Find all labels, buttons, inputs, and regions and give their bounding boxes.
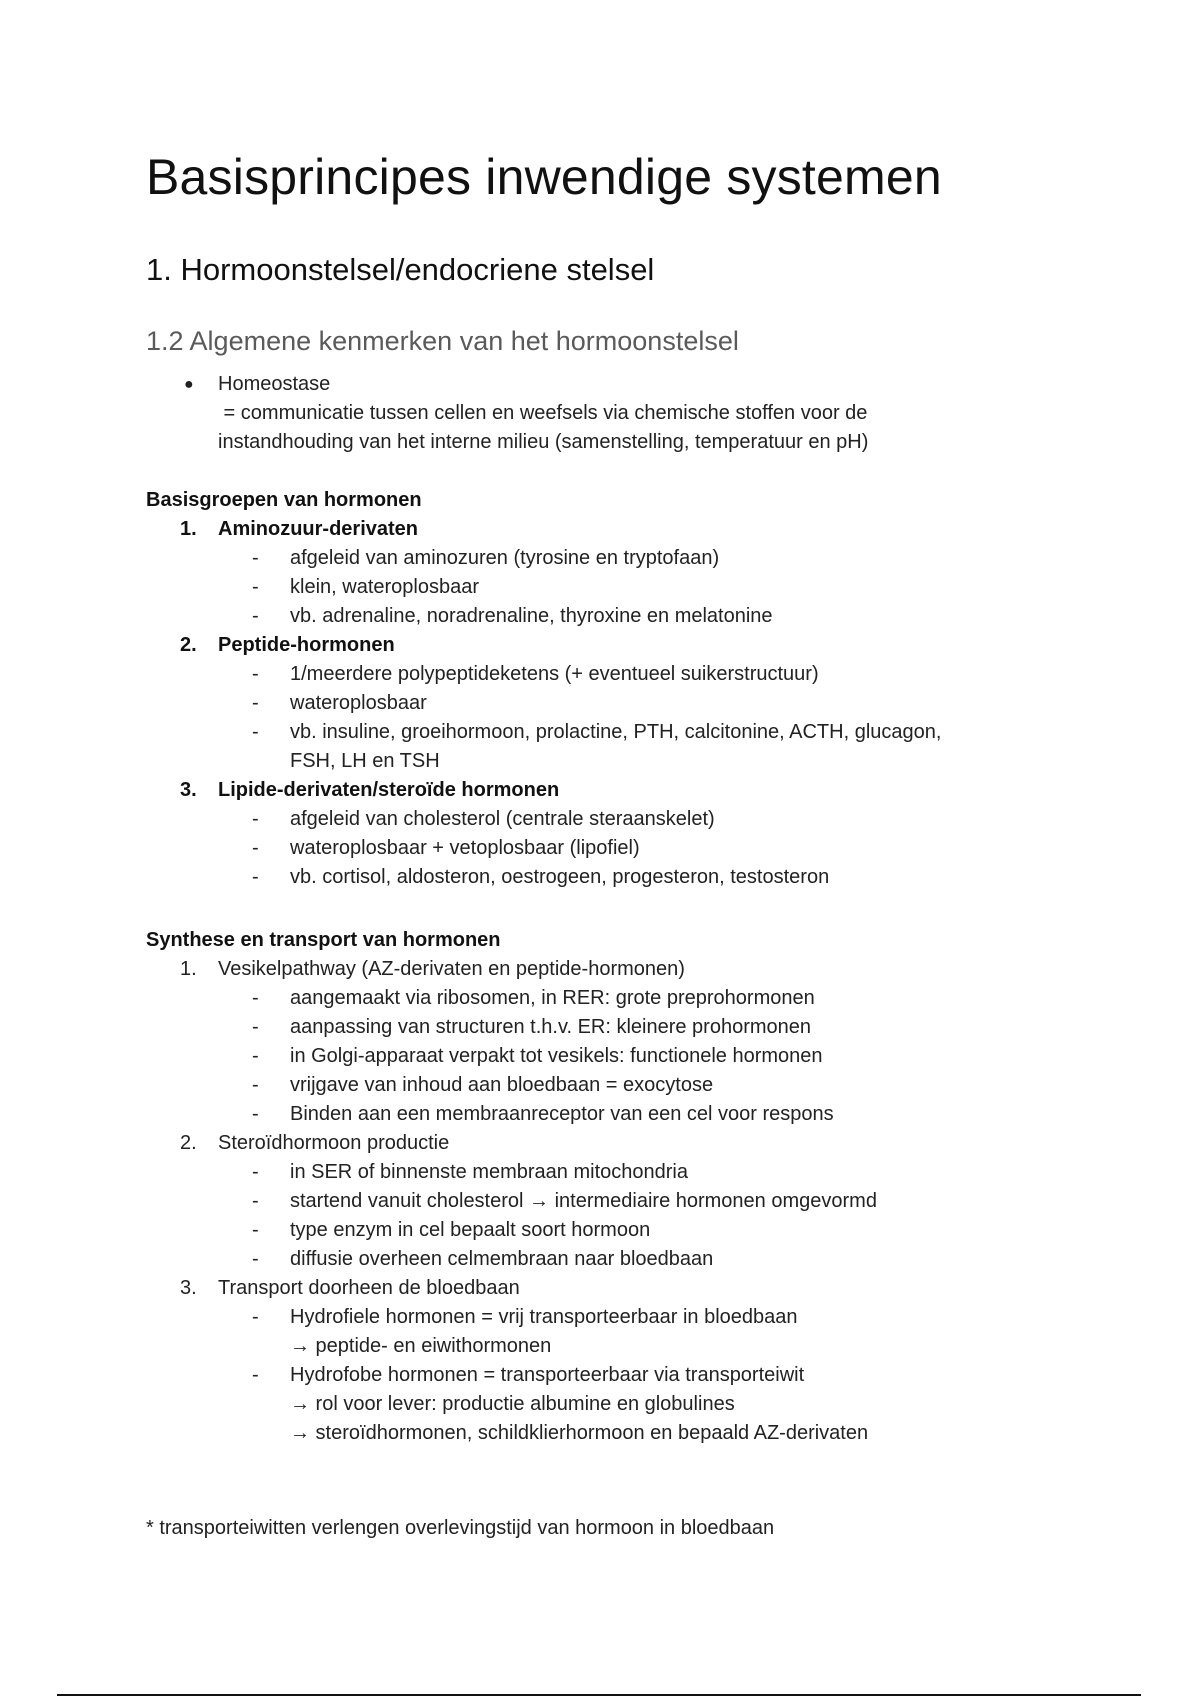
- list-item-text: Binden aan een membraanreceptor van een cel voor respons: [290, 1103, 834, 1125]
- list-item-text: vrijgave van inhoud aan bloedbaan = exocytose: [290, 1074, 714, 1096]
- homeostase-definition-line: instandhouding van het interne milieu (samenstelling, temperatuur en pH): [218, 431, 869, 453]
- list-item: [146, 660, 941, 689]
- list-item-text: startend vanuit cholesterol → intermediaire hormonen omgevormd: [290, 1190, 877, 1212]
- dash-marker: -: [252, 1016, 259, 1038]
- basisgroepen-heading: Basisgroepen van hormonen: [146, 489, 422, 511]
- list-item-text: Hydrofobe hormonen = transporteerbaar via transporteiwit: [290, 1364, 805, 1386]
- dash-marker: -: [252, 987, 259, 1009]
- document-title: Basisprincipes inwendige systemen: [146, 149, 942, 205]
- group-title: [146, 776, 941, 805]
- bullet-icon: ●: [184, 376, 194, 393]
- dash-marker: -: [252, 1190, 259, 1212]
- list-item: [146, 573, 941, 602]
- list-item-text: vb. insuline, groeihormoon, prolactine, PTH, calcitonine, ACTH, glucagon,: [290, 721, 942, 743]
- group-title-text: Aminozuur-derivaten: [218, 518, 419, 540]
- list-item-text: aanpassing van structuren t.h.v. ER: kleinere prohormonen: [290, 1016, 812, 1038]
- list-item: [146, 1303, 877, 1332]
- list-item: [146, 1361, 877, 1390]
- dash-marker: -: [252, 1364, 259, 1386]
- list-item-text: in Golgi-apparaat verpakt tot vesikels: functionele hormonen: [290, 1045, 823, 1067]
- step-title: [146, 1129, 877, 1158]
- dash-marker: -: [252, 663, 259, 685]
- dash-marker: -: [252, 808, 259, 830]
- list-item: [146, 1187, 877, 1216]
- synthese-section: [146, 926, 877, 1448]
- list-item-continuation: → peptide- en eiwithormonen: [290, 1335, 552, 1357]
- step-title: [146, 1274, 877, 1303]
- list-item-continuation: → steroïdhormonen, schildklierhormoon en bepaald AZ-derivaten: [290, 1422, 869, 1444]
- list-item: [146, 689, 941, 718]
- dash-marker: -: [252, 866, 259, 888]
- list-number: 1.: [180, 958, 197, 980]
- list-number: 3.: [180, 779, 197, 801]
- list-item-continuation: → rol voor lever: productie albumine en globulines: [290, 1393, 735, 1415]
- group-title-text: Peptide-hormonen: [218, 634, 395, 656]
- list-item-text: in SER of binnenste membraan mitochondria: [290, 1161, 688, 1183]
- list-number: 1.: [180, 518, 197, 540]
- dash-marker: -: [252, 837, 259, 859]
- synthese-heading: Synthese en transport van hormonen: [146, 929, 501, 951]
- list-item: [146, 984, 877, 1013]
- dash-marker: -: [252, 1074, 259, 1096]
- list-item: [146, 863, 941, 892]
- dash-marker: -: [252, 1306, 259, 1328]
- list-item-text: klein, wateroplosbaar: [290, 576, 479, 598]
- basisgroepen-section: [146, 486, 941, 892]
- step-title-text: Transport doorheen de bloedbaan: [218, 1277, 520, 1299]
- list-item-text: wateroplosbaar: [290, 692, 427, 714]
- list-item-text: vb. adrenaline, noradrenaline, thyroxine en melatonine: [290, 605, 773, 627]
- list-item-text: type enzym in cel bepaalt soort hormoon: [290, 1219, 651, 1241]
- list-number: 3.: [180, 1277, 197, 1299]
- list-item-text: wateroplosbaar + vetoplosbaar (lipofiel): [290, 837, 640, 859]
- section-heading: 1. Hormoonstelsel/endocriene stelsel: [146, 252, 655, 287]
- list-item: [146, 1245, 877, 1274]
- list-item: [146, 718, 941, 747]
- group-title: [146, 631, 941, 660]
- bottom-divider: [57, 1694, 1141, 1696]
- list-item-text: afgeleid van cholesterol (centrale steraanskelet): [290, 808, 715, 830]
- list-item-text: aangemaakt via ribosomen, in RER: grote preprohormonen: [290, 987, 815, 1009]
- list-item: [146, 544, 941, 573]
- homeostase-block: [146, 370, 868, 457]
- list-item: [146, 834, 941, 863]
- dash-marker: -: [252, 692, 259, 714]
- list-item: [146, 1071, 877, 1100]
- step-title-text: Steroïdhormoon productie: [218, 1132, 450, 1154]
- homeostase-term: Homeostase: [218, 373, 331, 395]
- list-item: [146, 1158, 877, 1187]
- subsection-heading: 1.2 Algemene kenmerken van het hormoonstelsel: [146, 326, 739, 356]
- list-item-text: vb. cortisol, aldosteron, oestrogeen, progesteron, testosteron: [290, 866, 830, 888]
- list-item: [146, 602, 941, 631]
- list-item-text: afgeleid van aminozuren (tyrosine en tryptofaan): [290, 547, 720, 569]
- dash-marker: -: [252, 605, 259, 627]
- step-title-text: Vesikelpathway (AZ-derivaten en peptide-hormonen): [218, 958, 685, 980]
- homeostase-definition-line: = communicatie tussen cellen en weefsels via chemische stoffen voor de: [218, 402, 868, 424]
- group-title: [146, 515, 941, 544]
- dash-marker: -: [252, 1248, 259, 1270]
- dash-marker: -: [252, 1161, 259, 1183]
- list-item-text: Hydrofiele hormonen = vrij transporteerbaar in bloedbaan: [290, 1306, 798, 1328]
- list-number: 2.: [180, 634, 197, 656]
- list-item: [146, 1216, 877, 1245]
- dash-marker: -: [252, 721, 259, 743]
- dash-marker: -: [252, 1045, 259, 1067]
- footnote-text: * transporteiwitten verlengen overlevingstijd van hormoon in bloedbaan: [146, 1517, 775, 1539]
- list-item-continuation: FSH, LH en TSH: [290, 750, 440, 772]
- list-item: [146, 370, 868, 399]
- list-item: [146, 1042, 877, 1071]
- list-item: [146, 1013, 877, 1042]
- step-title: [146, 955, 877, 984]
- footnote: [146, 1514, 774, 1543]
- list-item-text: diffusie overheen celmembraan naar bloedbaan: [290, 1248, 714, 1270]
- dash-marker: -: [252, 547, 259, 569]
- list-item: [146, 805, 941, 834]
- list-item-text: 1/meerdere polypeptideketens (+ eventueel suikerstructuur): [290, 663, 819, 685]
- dash-marker: -: [252, 576, 259, 598]
- list-number: 2.: [180, 1132, 197, 1154]
- dash-marker: -: [252, 1103, 259, 1125]
- group-title-text: Lipide-derivaten/steroïde hormonen: [218, 779, 560, 801]
- dash-marker: -: [252, 1219, 259, 1241]
- list-item: [146, 1100, 877, 1129]
